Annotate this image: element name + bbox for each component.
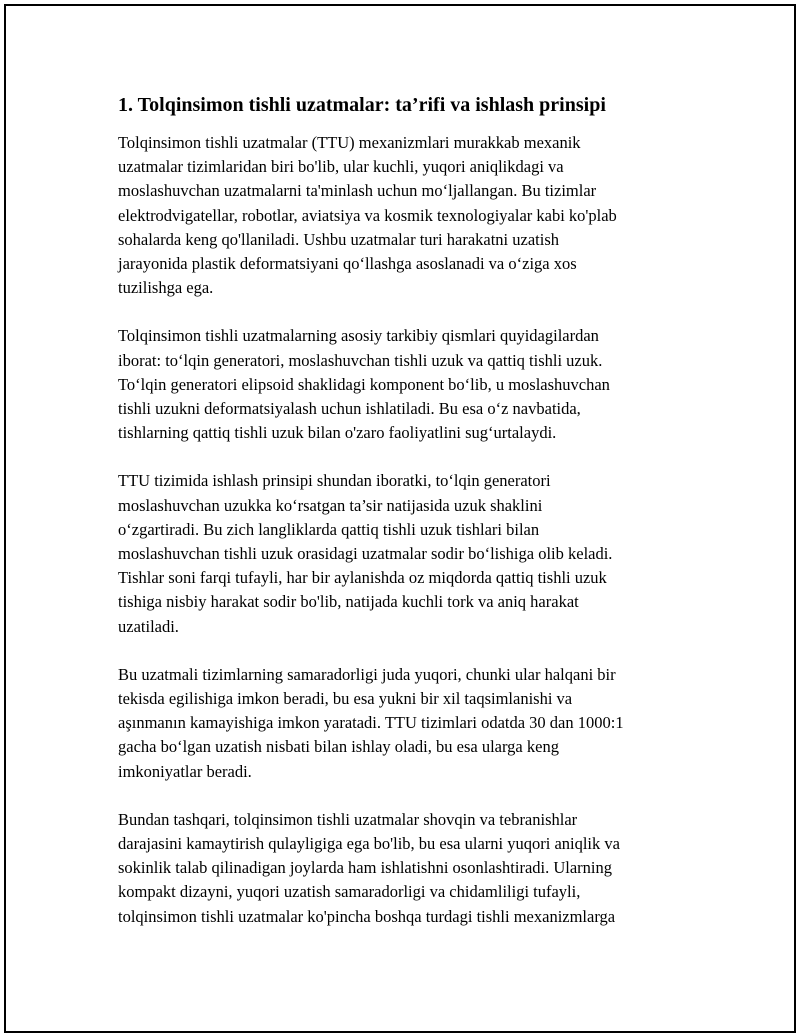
paragraph-line: uzatiladi. [118,616,179,636]
paragraph-1 [118,131,688,300]
paragraph-line: sokinlik talab qilinadigan joylarda ham ishlatishni osonlashtiradi. Ularning [118,858,613,878]
paragraph-line: elektrodvigatellar, robotlar, aviatsiya va kosmik texnologiyalar kabi ko'plab [118,205,617,225]
paragraph-line: tishlarning qattiq tishli uzuk bilan o'zaro faoliyatlini sug‘urtalaydi. [118,423,557,443]
paragraph-line: Tolqinsimon tishli uzatmalarning asosiy tarkibiy qismlari quyidagilardan [118,326,599,346]
paragraph-line: tishiga nisbiy harakat sodir bo'lib, natijada kuchli tork va aniq harakat [118,592,579,612]
paragraph-5 [118,808,688,929]
paragraph-2 [118,324,688,445]
paragraph-line: TTU tizimida ishlash prinsipi shundan iboratki, to‘lqin generatori [118,471,551,491]
paragraph-line: Tishlar soni farqi tufayli, har bir aylanishda oz miqdorda qattiq tishli uzuk [118,568,607,588]
paragraph-line: imkoniyatlar beradi. [118,761,252,781]
paragraph-line: To‘lqin generatori elipsoid shaklidagi komponent bo‘lib, u moslashuvchan [118,374,610,394]
paragraph-line: tolqinsimon tishli uzatmalar ko'pincha boshqa turdagi tishli mexanizmlarga [118,906,616,926]
paragraph-line: tekisda egilishiga imkon beradi, bu esa yukni bir xil taqsimlanishi va [118,689,573,709]
paragraph-line: sohalarda keng qo'llaniladi. Ushbu uzatmalar turi harakatni uzatish [118,229,559,249]
paragraph-line: jarayonida plastik deformatsiyani qo‘llashga asoslanadi va o‘ziga xos [118,254,577,274]
paragraph-line: uzatmalar tizimlaridan biri bo'lib, ular kuchli, yuqori aniqlikdagi va [118,157,564,177]
paragraph-line: aşınmanın kamayishiga imkon yaratadi. TTU tizimlari odatda 30 dan 1000:1 [118,713,624,733]
document-body [118,92,688,953]
paragraph-3 [118,469,688,638]
paragraph-line: darajasini kamaytirish qulayligiga ega bo'lib, bu esa ularni yuqori aniqlik va [118,834,620,854]
paragraph-line: Bundan tashqari, tolqinsimon tishli uzatmalar shovqin va tebranishlar [118,809,578,829]
paragraph-line: moslashuvchan uzukka ko‘rsatgan ta’sir natijasida uzuk shaklini [118,495,543,515]
section-heading: 1. Tolqinsimon tishli uzatmalar: ta’rifi va ishlash prinsipi [118,94,606,116]
paragraph-line: tuzilishga ega. [118,278,214,298]
paragraph-line: Tolqinsimon tishli uzatmalar (TTU) mexanizmlari murakkab mexanik [118,133,581,152]
paragraph-4 [118,663,688,784]
paragraph-line: moslashuvchan uzatmalarni ta'minlash uchun mo‘ljallangan. Bu tizimlar [118,181,597,201]
paragraph-line: kompakt dizayni, yuqori uzatish samaradorligi va chidamliligi tufayli, [118,882,581,902]
paragraph-line: tishli uzukni deformatsiyalash uchun ishlatiladi. Bu esa o‘z navbatida, [118,399,581,419]
paragraph-line: o‘zgartiradi. Bu zich langliklarda qattiq tishli uzuk tishlari bilan [118,519,540,539]
paragraph-line: iborat: to‘lqin generatori, moslashuvchan tishli uzuk va qattiq tishli uzuk. [118,350,603,370]
paragraph-line: Bu uzatmali tizimlarning samaradorligi juda yuqori, chunki ular halqani bir [118,664,616,684]
paragraph-line: moslashuvchan tishli uzuk orasidagi uzatmalar sodir bo‘lishiga olib keladi. [118,544,613,564]
paragraph-line: gacha bo‘lgan uzatish nisbati bilan ishlay oladi, bu esa ularga keng [118,737,559,757]
